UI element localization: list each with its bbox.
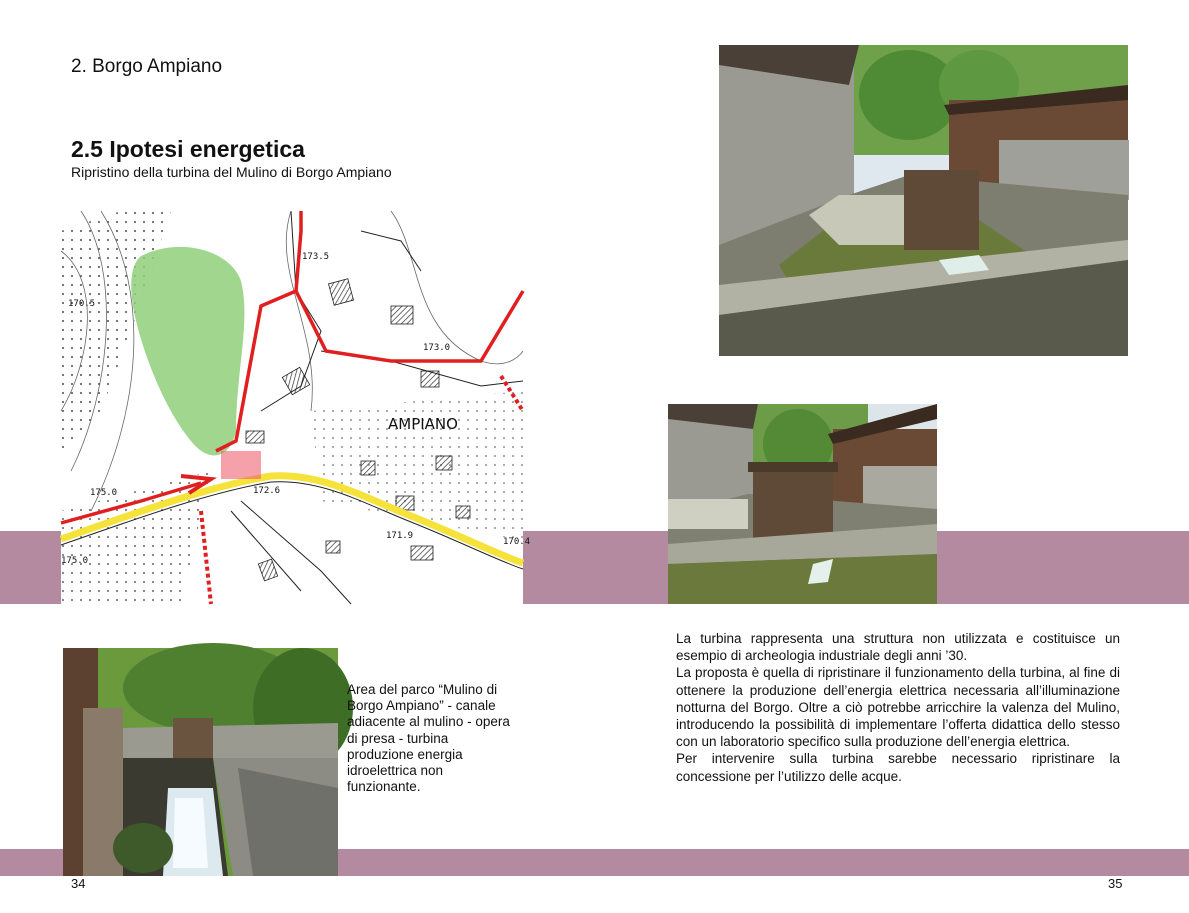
section-title: 2. Borgo Ampiano [71, 56, 223, 77]
map-elevation: 173.0 [423, 343, 451, 353]
page-heading: 2.5 Ipotesi energetica [71, 136, 305, 162]
site-map [61, 211, 531, 604]
photo-mill-canal [719, 45, 1128, 356]
body-paragraph: La proposta è quella di ripristinare il funzionamento della turbina, al fine di ottenere la produzione dell’energia elettrica necessaria all’illuminazione notturna del Borgo. Oltre a ciò potrebbe arricchire la valenza del Mulino, introducendo la possibilità di implementare l’offerta didattica dello stesso con un laboratorio specifico sulla produzione dell’energia elettrica. [676, 665, 1120, 750]
map-place-label: AMPIANO [388, 415, 458, 433]
page-subheading: Ripristino della turbina del Mulino di Borgo Ampiano [71, 164, 392, 180]
map-elevation: 172.6 [253, 486, 281, 496]
page-number-right: 35 [1108, 876, 1123, 891]
photo-canal-waterfall [63, 648, 338, 876]
map-elevation: 171.9 [386, 531, 414, 541]
body-text [676, 630, 1120, 785]
map-elevation: 170.4 [503, 537, 531, 547]
page-number-left: 34 [71, 876, 86, 891]
body-paragraph: Per intervenire sulla turbina sarebbe necessario ripristinare la concessione per l’utilizzo delle acque. [676, 751, 1120, 784]
body-paragraph: La turbina rappresenta una struttura non utilizzata e costituisce un esempio di archeologia industriale degli anni ’30. [676, 631, 1120, 664]
map-elevation: 173.5 [302, 252, 330, 262]
map-elevation: 175.0 [61, 556, 89, 566]
photo-turbine-gate [668, 404, 937, 604]
map-elevation: 170.5 [68, 299, 96, 309]
map-elevation: 175.0 [90, 488, 118, 498]
photo-caption: Area del parco “Mulino di Borgo Ampiano” - canale adiacente al mulino - opera di presa - turbina produzione energia idroelettrica non funzionante. [347, 682, 510, 795]
